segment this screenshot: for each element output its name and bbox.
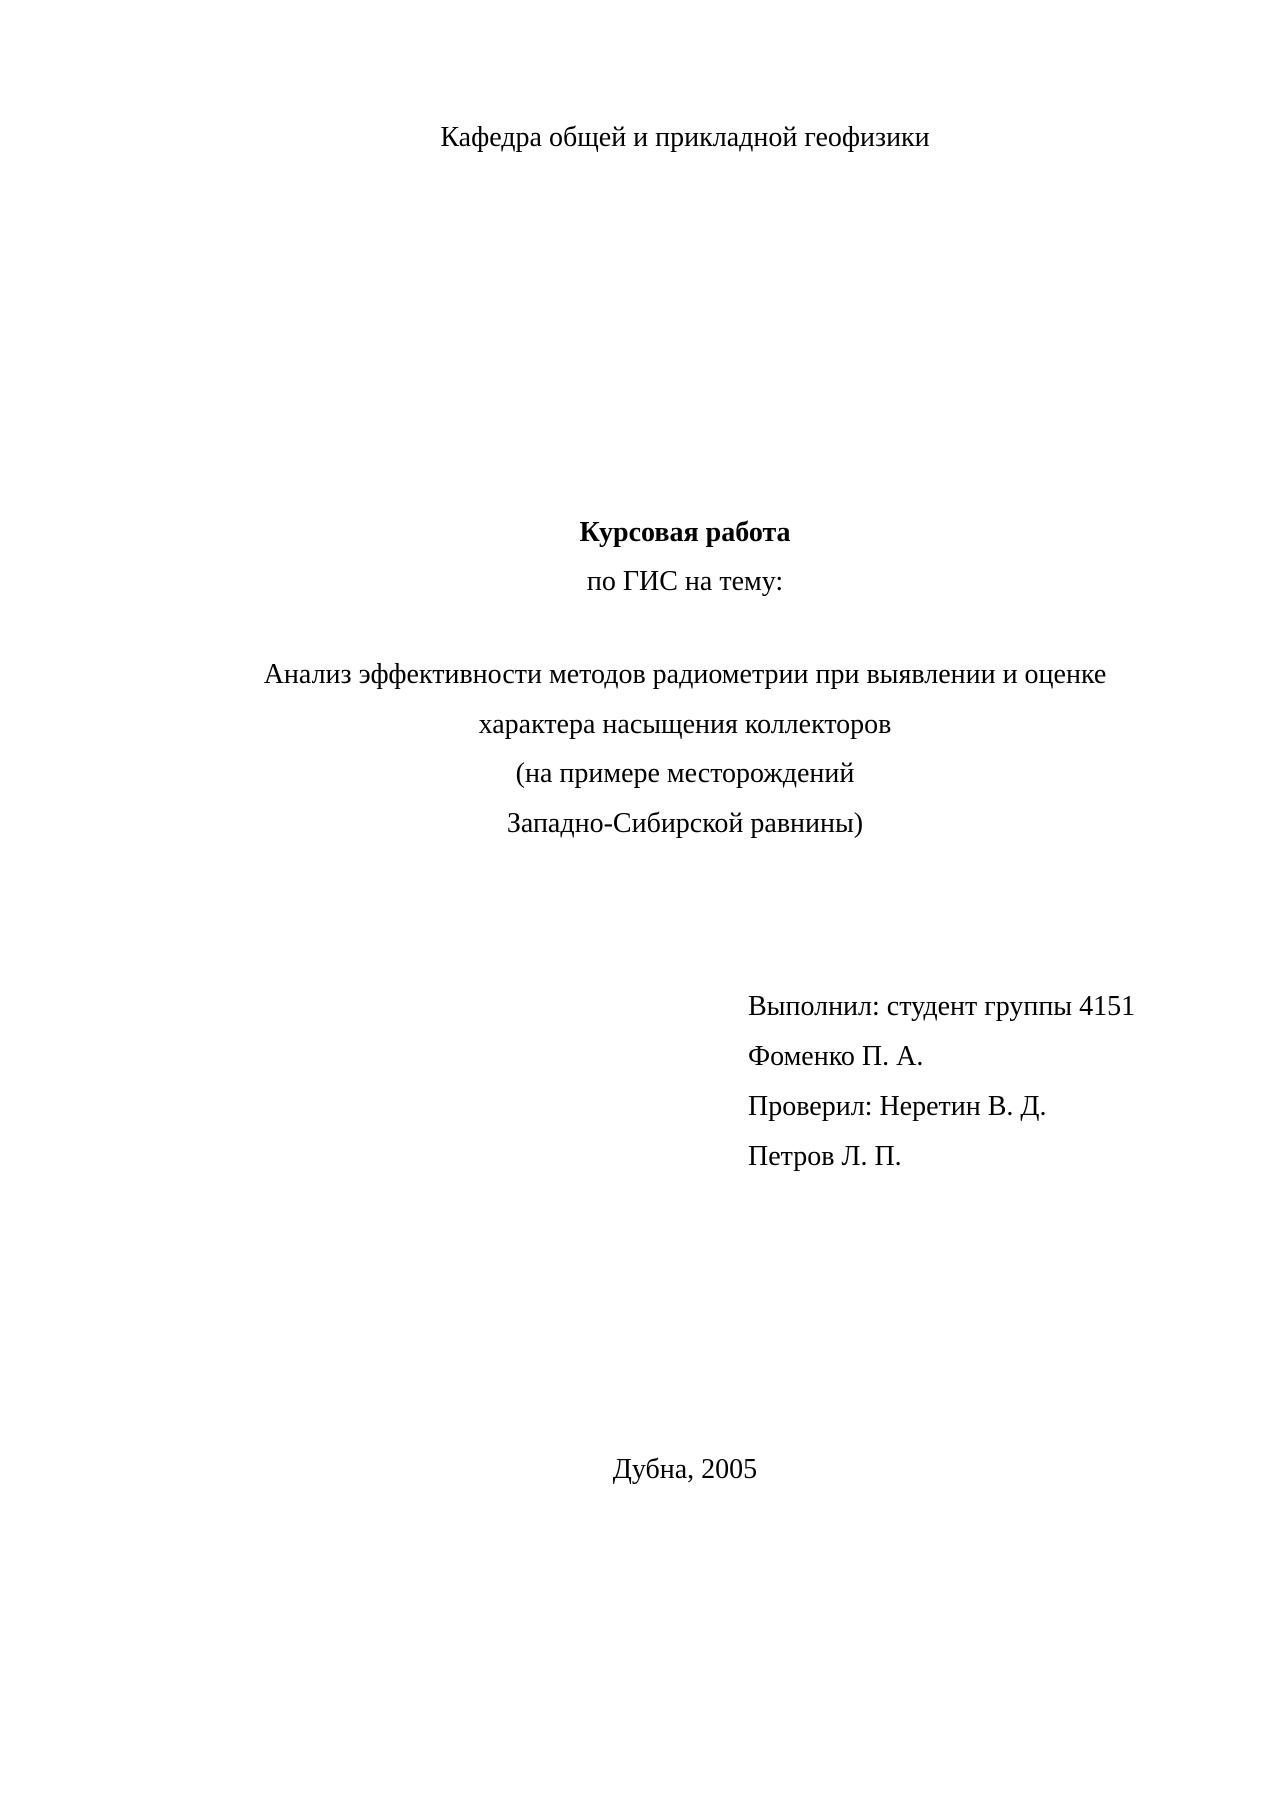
reviewer-name: Петров Л. П.: [748, 1141, 902, 1172]
performed-by-line: Выполнил: студент группы 4151: [748, 991, 1136, 1022]
city-year: Дубна, 2005: [612, 1454, 758, 1485]
topic-line: Западно-Сибирской равнины): [506, 808, 864, 839]
topic-line: (на примере месторождений: [515, 758, 855, 789]
topic-line: характера насыщения коллекторов: [478, 709, 892, 740]
student-name: Фоменко П. А.: [748, 1041, 924, 1072]
topic-line: Анализ эффективности методов радиометрии при выявлении и оценке: [263, 659, 1107, 690]
work-type-heading: Курсовая работа: [579, 517, 791, 548]
checked-by-line: Проверил: Неретин В. Д.: [748, 1091, 1047, 1122]
subject-line: по ГИС на тему:: [586, 566, 784, 597]
department-name: Кафедра общей и прикладной геофизики: [440, 122, 930, 153]
